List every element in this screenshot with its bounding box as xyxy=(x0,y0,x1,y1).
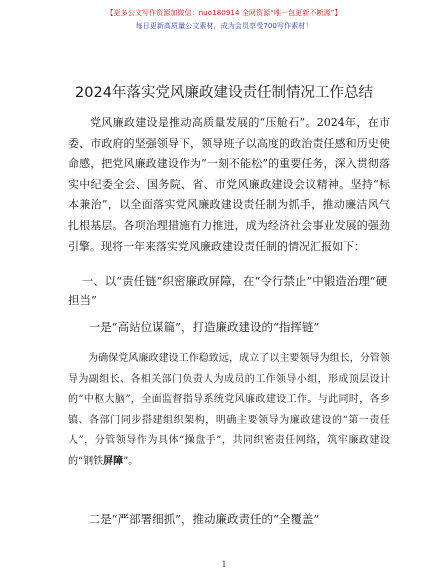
subsection-heading-1: 一是“高站位谋篇”，打造廉政建设的“指挥链” xyxy=(88,320,320,334)
section-heading-1: 一、以“责任链”织密廉政屏障，在“令行禁止”中锻造治理“硬担当” xyxy=(68,274,388,307)
paragraph-text: 为确保党风廉政建设工作稳致远，成立了以主要领导为组长，分管领导为副组长、各相关部门负责人为成员的工作领导小组，形成顶层设计的“中枢大脑”，全面监督指导系统党风廉政建设工作。与此同时，各乡镇、各部门同步搭建组织架构，明确主要领导为廉政建设的“第一责任人”，分管领导作为具体“操盘手”，共同织密责任网络，筑牢廉政建设的“钢铁 xyxy=(68,353,390,467)
bold-text: 屏障 xyxy=(103,455,124,467)
page-number: 1 xyxy=(221,560,227,569)
document-title: 2024年落实党风廉政建设责任制情况工作总结 xyxy=(75,85,373,101)
promo-banner-line1: 【更多公文写作资源加微信：nuo180914 全网资源“唯一包更新不断源”】 xyxy=(106,9,342,17)
promo-banner-line2: 每日更新高质量公文素材，成为会员享受700写作素材！ xyxy=(135,22,313,30)
subsection-paragraph-1 xyxy=(68,349,390,473)
intro-paragraph: 党风廉政建设是推动高质量发展的“压舱石”。2024年，在市委、市政府的坚强领导下，领导班子以高度的政治责任感和历史使命感，把党风廉政建设作为“一刻不能松”的重要任务，深入贯彻落实中纪委全会、国务院、省、市党风廉政建设会议精神。坚持“标本兼治”，以全面落实党风廉政建设责任制为抓手，推动廉洁风气扎根基层。各项治理措施有力推进，成为经济社会事业发展的强劲引擎。现将一年来落实党风廉政建设责任制的情况汇报如下： xyxy=(68,116,390,253)
paragraph-text-end: ”。 xyxy=(123,455,139,467)
subsection-heading-2: 二是“严部署细抓”，推动廉政责任的“全覆盖” xyxy=(88,512,320,526)
